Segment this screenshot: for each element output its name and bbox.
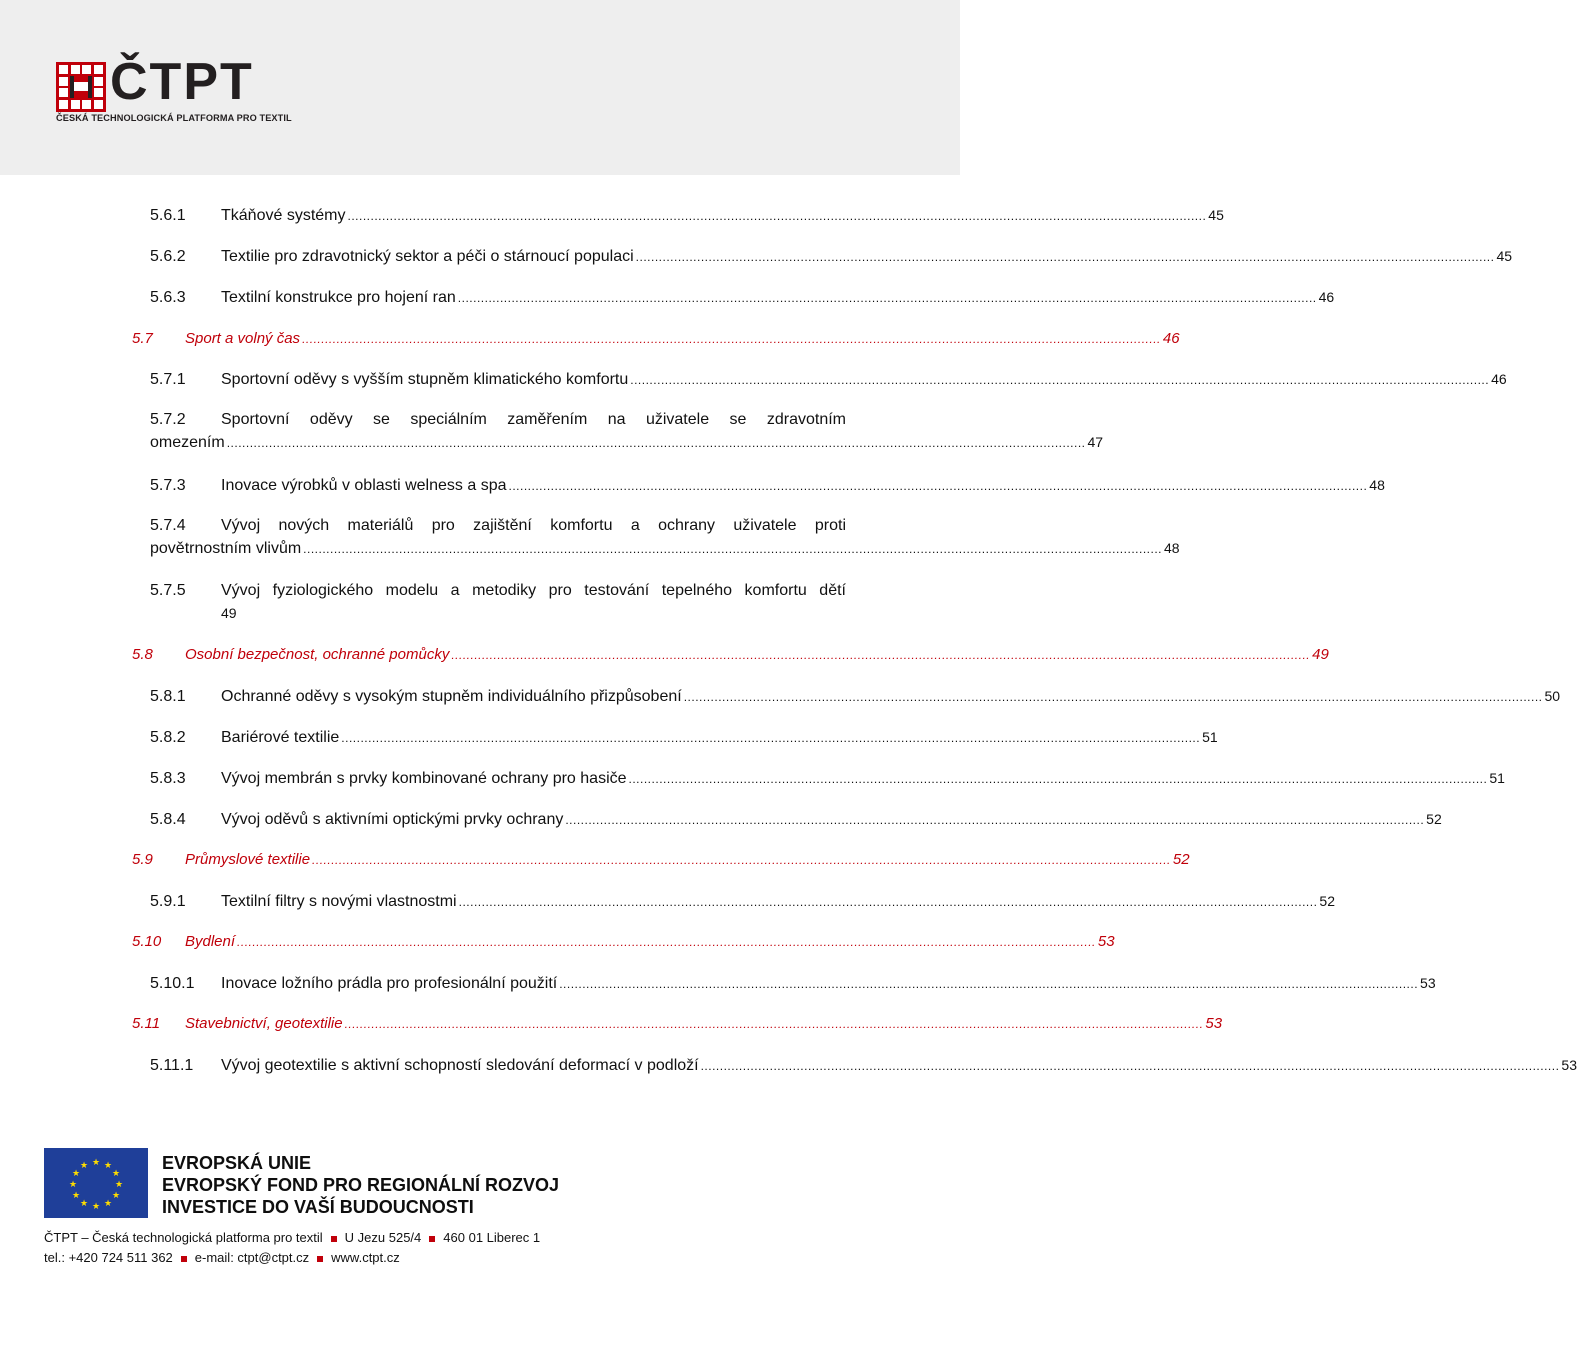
toc-title: Vývoj oděvů s aktivními optickými prvky ochrany: [221, 811, 564, 828]
toc-title: Textilie pro zdravotnický sektor a péči o stárnoucí populaci: [221, 248, 634, 265]
svg-text:★: ★: [114, 1180, 124, 1190]
toc-title: Inovace výrobků v oblasti welness a spa: [221, 477, 507, 494]
toc-section-entry[interactable]: [132, 328, 1180, 350]
toc-page: 52: [1426, 811, 1442, 827]
toc-page: 51: [1489, 770, 1505, 786]
toc-page: 45: [1496, 248, 1513, 264]
footer-phone: tel.: +420 724 511 362: [44, 1250, 173, 1265]
toc-entry[interactable]: [150, 409, 1104, 454]
toc-title: Textilní konstrukce pro hojení ran: [221, 289, 456, 306]
toc-number: 5.10: [132, 933, 162, 950]
toc-entry[interactable]: [150, 368, 1507, 391]
svg-text:★: ★: [91, 1158, 101, 1168]
toc-section-entry[interactable]: [132, 644, 1329, 666]
toc-section-entry[interactable]: [132, 1013, 1223, 1035]
svg-text:★: ★: [68, 1180, 78, 1190]
toc-entry[interactable]: [150, 1054, 1577, 1077]
footer-org: ČTPT – Česká technologická platforma pro textil: [44, 1230, 323, 1245]
toc-page: 46: [1491, 371, 1507, 387]
bullet-square-icon: [181, 1256, 187, 1262]
ctpt-logo: [56, 53, 296, 128]
footer-contacts: [44, 1250, 400, 1265]
toc-number: 5.6.1: [150, 207, 186, 224]
page-footer: [0, 1140, 960, 1351]
toc-title: Vývoj fyziologického modelu a metodiky pro testování tepelného komfortu dětí: [221, 582, 846, 599]
svg-text:★: ★: [111, 1169, 121, 1179]
toc-entry[interactable]: [150, 972, 1436, 995]
svg-text:★: ★: [103, 1199, 113, 1209]
toc-number: 5.7.2: [150, 411, 186, 428]
toc-page: 49: [221, 605, 237, 621]
toc-page: 53: [1097, 933, 1115, 950]
toc-entry[interactable]: [150, 726, 1218, 749]
toc-number: 5.6.3: [150, 289, 186, 306]
toc-page: 52: [1172, 851, 1190, 868]
eu-line-2: EVROPSKÝ FOND PRO REGIONÁLNÍ ROZVOJ: [162, 1175, 560, 1195]
toc-number: 5.11: [132, 1015, 161, 1032]
svg-text:★: ★: [103, 1161, 113, 1171]
toc-entry[interactable]: [150, 474, 1385, 497]
toc-number: 5.7.1: [150, 371, 186, 388]
toc-number: 5.8.3: [150, 770, 186, 787]
bullet-square-icon: [429, 1236, 435, 1242]
svg-text:★: ★: [91, 1202, 101, 1212]
toc-entry[interactable]: [150, 286, 1335, 309]
eu-funding-text: [162, 1152, 559, 1218]
toc-page: 45: [1208, 207, 1224, 223]
eu-flag-icon: [44, 1148, 148, 1218]
toc-page: 51: [1202, 729, 1218, 745]
toc-title: Ochranné oděvy s vysokým stupněm individuálního přizpůsobení: [221, 688, 682, 705]
toc-title: Tkáňové systémy: [221, 207, 346, 224]
toc-title: Bariérové textilie: [221, 729, 340, 746]
footer-city: 460 01 Liberec 1: [443, 1230, 541, 1245]
toc-page: 49: [1312, 646, 1329, 663]
toc-entry[interactable]: [150, 204, 1224, 227]
toc-title: Sport a volný čas: [185, 330, 301, 347]
toc-page: 48: [1369, 477, 1385, 493]
toc-number: 5.11.1: [150, 1057, 194, 1074]
toc-number: 5.8.2: [150, 729, 186, 746]
toc-title: Inovace ložního prádla pro profesionální použití: [221, 975, 558, 992]
toc-number: 5.8.1: [150, 688, 186, 705]
toc-number: 5.10.1: [150, 975, 195, 992]
toc-number: 5.7: [132, 330, 153, 347]
svg-text:★: ★: [79, 1199, 89, 1209]
footer-street: U Jezu 525/4: [344, 1230, 422, 1245]
toc-title: Sportovní oděvy s vyšším stupněm klimatického komfortu: [221, 371, 629, 388]
bullet-square-icon: [331, 1236, 337, 1242]
toc-page: 46: [1318, 289, 1335, 305]
toc-number: 5.9.1: [150, 893, 186, 910]
toc-entry[interactable]: [150, 245, 1513, 268]
toc-title: Bydlení: [185, 933, 236, 950]
svg-text:★: ★: [71, 1191, 81, 1201]
footer-website[interactable]: www.ctpt.cz: [331, 1250, 400, 1265]
eu-line-1: EVROPSKÁ UNIE: [162, 1153, 312, 1173]
toc-number: 5.7.5: [150, 582, 186, 599]
footer-email[interactable]: e-mail: ctpt@ctpt.cz: [194, 1250, 310, 1265]
footer-address: [44, 1230, 540, 1245]
toc-section-entry[interactable]: [132, 931, 1115, 953]
eu-line-3: INVESTICE DO VAŠÍ BUDOUCNOSTI: [162, 1197, 474, 1217]
svg-text:★: ★: [111, 1191, 121, 1201]
toc-title: Sportovní oděvy se speciálním zaměřením na uživatele se zdravotním: [221, 411, 846, 428]
toc-entry[interactable]: [150, 808, 1442, 831]
toc-page: 47: [1087, 434, 1104, 450]
toc-title: Textilní filtry s novými vlastnostmi: [221, 893, 457, 910]
toc-title: Vývoj geotextilie s aktivní schopností sledování deformací v podloží: [221, 1057, 699, 1074]
toc-page: 53: [1205, 1015, 1223, 1032]
toc-title-continued: omezením: [150, 434, 225, 451]
toc-page: 53: [1561, 1057, 1577, 1073]
toc-number: 5.7.3: [150, 477, 186, 494]
toc-number: 5.6.2: [150, 248, 186, 265]
toc-entry[interactable]: [150, 515, 1180, 560]
toc-entry[interactable]: [150, 767, 1505, 790]
logo-wordmark: ČTPT: [110, 53, 254, 111]
header-band: [0, 0, 960, 175]
ctpt-logo-mark-icon: [56, 62, 106, 112]
toc-entry[interactable]: [150, 685, 1561, 708]
toc-section-entry[interactable]: [132, 849, 1190, 871]
toc-page: 50: [1544, 688, 1561, 704]
toc-entry[interactable]: [150, 580, 846, 624]
toc-page: 48: [1163, 540, 1180, 556]
toc-entry[interactable]: [150, 890, 1335, 913]
toc-title: Osobní bezpečnost, ochranné pomůcky: [185, 646, 450, 663]
toc-title: Stavebnictví, geotextilie: [185, 1015, 343, 1032]
toc-page: 46: [1162, 330, 1180, 347]
toc-page: 53: [1420, 975, 1436, 991]
toc-number: 5.8.4: [150, 811, 186, 828]
toc-title: Průmyslové textilie: [185, 851, 311, 868]
svg-text:★: ★: [71, 1169, 81, 1179]
toc-number: 5.8: [132, 646, 153, 663]
toc-number: 5.7.4: [150, 517, 186, 534]
bullet-square-icon: [317, 1256, 323, 1262]
toc-page: 52: [1319, 893, 1335, 909]
logo-subtitle: ČESKÁ TECHNOLOGICKÁ PLATFORMA PRO TEXTIL: [56, 113, 292, 123]
svg-text:★: ★: [79, 1161, 89, 1171]
toc-number: 5.9: [132, 851, 153, 868]
toc-title: Vývoj nových materiálů pro zajištění komfortu a ochrany uživatele proti: [221, 517, 846, 534]
toc-title: Vývoj membrán s prvky kombinované ochrany pro hasiče: [221, 770, 627, 787]
toc-title-continued: povětrnostním vlivům: [150, 540, 302, 557]
